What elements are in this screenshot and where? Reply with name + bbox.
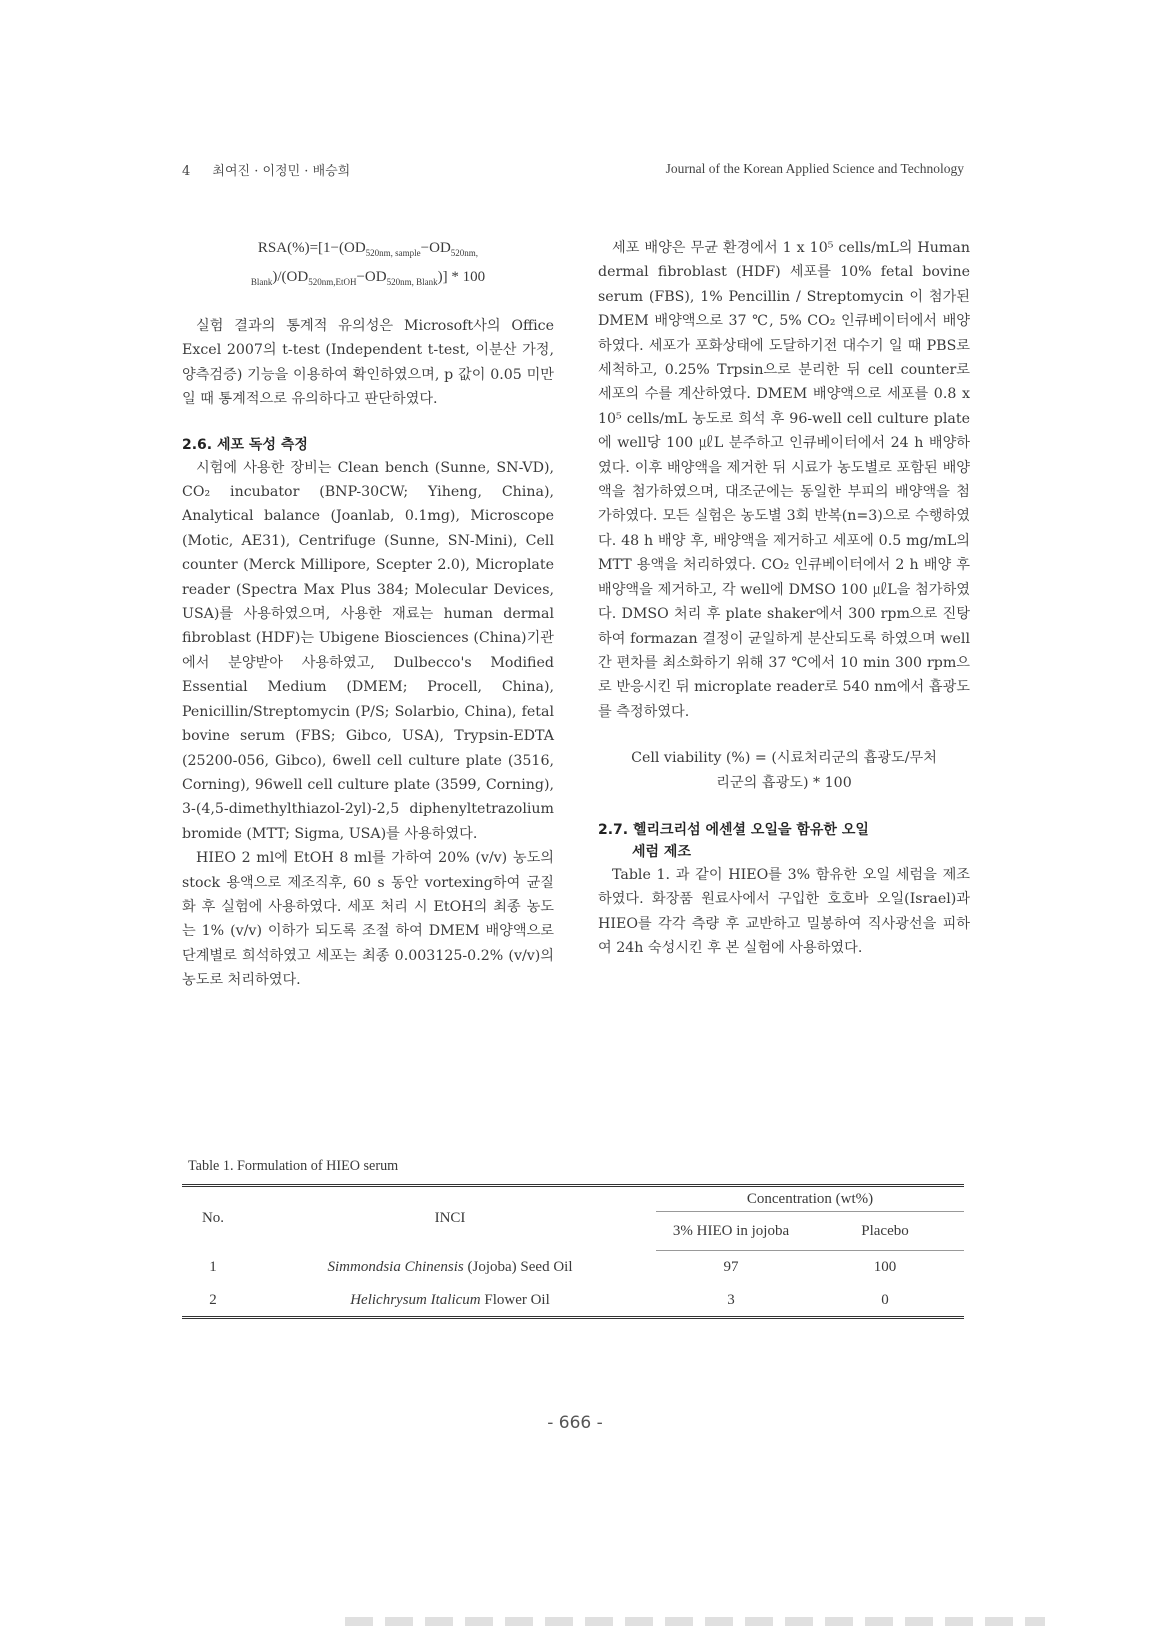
left-column: [182, 236, 554, 993]
sample-prep-paragraph: HIEO 2 ml에 EtOH 8 ml를 가하여 20% (v/v) 농도의 stock 용액으로 제조직후, 60 s 동안 vortexing하여 균질화 후 실험에 사용하였다. 세포 처리 시 EtOH의 최종 농도는 1% (v/v) 이하가 되도록 조절 하여 DMEM 배양액으로 단계별로 희석하였고 세포는 최종 0.003125-0.2% (v/v)의 농도로 처리하였다.: [182, 850, 554, 989]
header-hieo: 3% HIEO in jojoba: [656, 1212, 806, 1251]
table-caption: Table 1. Formulation of HIEO serum: [188, 1158, 399, 1174]
formula-part: −OD: [420, 240, 451, 256]
header-no: No.: [201, 1210, 225, 1227]
header-journal-title: Journal of the Korean Applied Science and Technology: [665, 161, 964, 176]
section-2-6-heading: 2.6. 세포 독성 측정: [182, 436, 308, 453]
cell-no: 1: [209, 1258, 217, 1275]
running-header-left: [182, 160, 350, 179]
formula-line: 리군의 흡광도) * 100: [716, 774, 852, 791]
cut-off-footer-text: [345, 1617, 1045, 1626]
right-column: [598, 236, 970, 961]
formula-part: )/(OD: [272, 269, 309, 285]
inci-rest: (Jojoba) Seed Oil: [463, 1258, 573, 1275]
header-page-number: 4: [182, 164, 191, 179]
formula-part: )] * 100: [437, 269, 486, 285]
formula-part: RSA(%)=[1−(OD: [257, 240, 366, 256]
statistics-paragraph: 실험 결과의 통계적 유의성은 Microsoft사의 Office Excel 2007의 t-test (Independent t-test, 이분산 가정, 양측검증) 기능을 이용하여 확인하였으며, p 값이 0.05 미만일 때 통계적으로 유의하다고 판단하였다.: [182, 318, 554, 408]
formula-part: −OD: [356, 269, 387, 285]
cell-placebo: 0: [881, 1291, 889, 1308]
inci-latin-name: Simmondsia Chinensis: [327, 1258, 464, 1275]
header-authors: 최여진 · 이정민 · 배승희: [212, 164, 351, 179]
formulation-table: [182, 1184, 964, 1319]
formula-subscript: 520nm, Blank: [250, 248, 479, 287]
heading-line: 2.7. 헬리크리섬 에센셜 오일을 함유한 오일: [598, 821, 869, 838]
cell-hieo: 97: [723, 1259, 739, 1275]
table-row: [182, 1251, 964, 1285]
heading-line: 세럼 제조: [632, 843, 691, 860]
cell-inci: [244, 1284, 656, 1318]
inci-latin-name: Helichrysum Italicum: [350, 1291, 481, 1308]
formula-subscript: 520nm, sample: [365, 248, 421, 258]
cell-culture-paragraph: 세포 배양은 무균 환경에서 1 x 10⁵ cells/mL의 Human dermal fibroblast (HDF) 세포를 10% fetal bovine serum (FBS), 1% Pencillin / Streptomycin 이 첨가된 DMEM 배양액으로 37 ℃, 5% CO₂ 인큐베이터에서 배양하였다. 세포가 포화상태에 도달하기전 대수기 일 때 PBS로 세척하고, 0.25% Trpsin으로 분리한 뒤 cell counter로 세포의 수를 계산하였다. DMEM 배양액으로 세포를 0.8 x 10⁵ cells/mL 농도로 희석 후 96-well cell culture plate에 well당 100 ㎕L 분주하고 인큐베이터에서 24 h 배양하였다. 이후 배양액을 제거한 뒤 시료가 농도별로 포함된 배양액을 첨가하였으며, 대조군에는 동일한 부피의 배양액을 첨가하였다. 모든 실험은 농도별 3회 반복(n=3)으로 수행하였다. 48 h 배양 후, 배양액을 제거하고 세포에 0.5 mg/mL의 MTT 용액을 처리하였다. CO₂ 인큐베이터에서 2 h 배양 후 배양액을 제거하고, 각 well에 DMSO 100 ㎕L을 첨가하였다. DMSO 처리 후 plate shaker에서 300 rpm으로 진탕하여 formazan 결정이 균일하게 분산되도록 하였으며 well 간 편차를 최소화하기 위해 37 ℃에서 10 min 300 rpm으로 반응시킨 뒤 microplate reader로 540 nm에서 흡광도를 측정하였다.: [598, 240, 970, 720]
header-inci: INCI: [434, 1210, 466, 1227]
rsa-formula: [182, 236, 554, 294]
cell-inci: [244, 1251, 656, 1285]
inci-rest: Flower Oil: [480, 1291, 550, 1308]
serum-prep-paragraph: Table 1. 과 같이 HIEO를 3% 함유한 오일 세럼을 제조하였다. 화장품 원료사에서 구입한 호호바 오일(Israel)과 HIEO를 각각 측량 후 교반하고 밀봉하여 직사광선을 피하여 24h 숙성시킨 후 본 실험에 사용하였다.: [598, 866, 970, 957]
formula-subscript: 520nm,EtOH: [308, 277, 357, 287]
table-row: [182, 1284, 964, 1318]
cell-placebo: 100: [873, 1259, 897, 1275]
equipment-paragraph: 시험에 사용한 장비는 Clean bench (Sunne, SN-VD), CO₂ incubator (BNP-30CW; Yiheng, China), Analytical balance (Joanlab, 0.1mg), Microscope (Motic, AE31), Centrifuge (Sunne, SN-Mini), Cell counter (Merck Millipore, Scepter 2.0), Microplate reader (Spectra Max Plus 384; Molecular Devices, USA)를 사용하였으며, 사용한 재료는 human dermal fibroblast (HDF)는 Ubigene Biosciences (China)기관에서 분양받아 사용하였고, Dulbecco's Modified Essential Medium (DMEM; Procell, China), Penicillin/Streptomycin (P/S; Solarbio, China), fetal bovine serum (FBS; Gibco, USA), Trypsin-EDTA (25200-056, Gibco), 6well cell culture plate (3516, Corning), 96well cell culture plate (3599, Corning), 3-(4,5-dimethylthiazol-2yl)-2,5 diphenyltetrazolium bromide (MTT; Sigma, USA)를 사용하였다.: [182, 459, 554, 842]
header-placebo: Placebo: [806, 1212, 964, 1251]
page-number: - 666 -: [547, 1413, 603, 1433]
section-2-7-heading: [598, 819, 970, 863]
cell-no: 2: [209, 1291, 217, 1308]
header-concentration: Concentration (wt%): [746, 1190, 874, 1207]
formula-line: Cell viability (%) = (시료처리군의 흡광도/무처: [631, 750, 937, 767]
cell-viability-formula: [598, 746, 970, 795]
cell-hieo: 3: [727, 1291, 735, 1308]
formula-subscript: 520nm, Blank: [386, 277, 438, 287]
